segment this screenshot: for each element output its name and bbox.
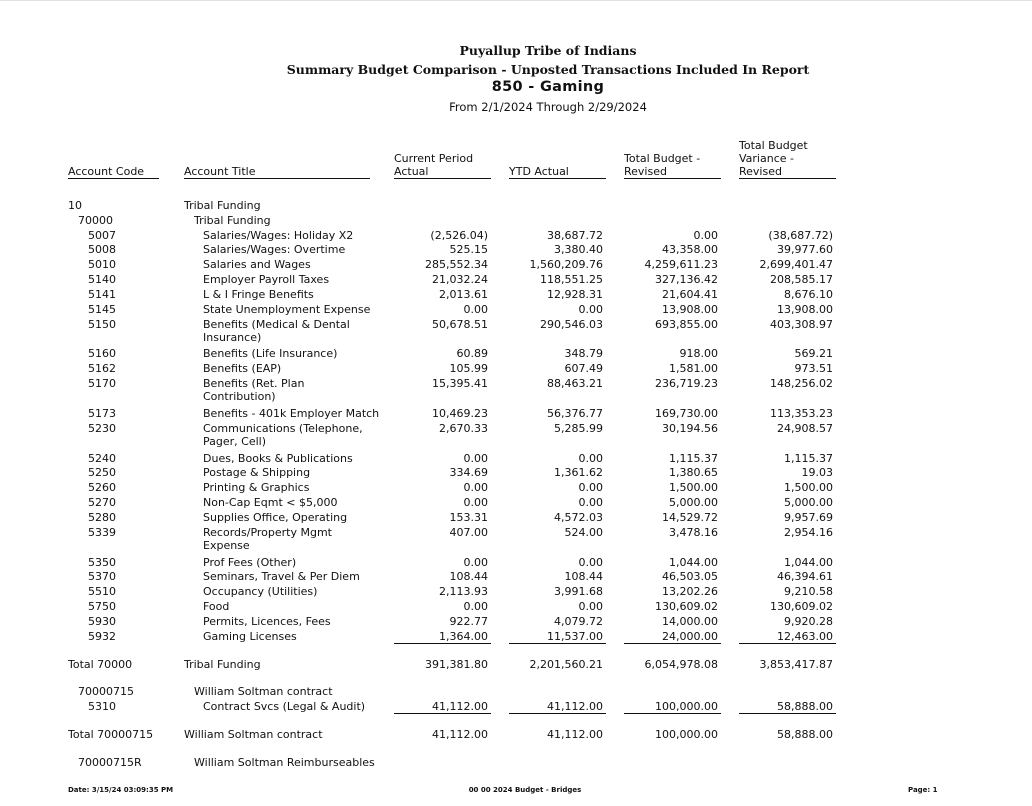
amount-budget: 327,136.42 [655,273,718,286]
footer-report-name: 00 00 2024 Budget - Bridges [468,786,582,794]
account-code: 5160 [88,347,116,360]
account-code: 5010 [88,258,116,271]
amount-ytd: 290,546.03 [540,318,603,331]
amount-current: 0.00 [463,481,488,494]
amount-budget: 4,259,611.23 [644,258,718,271]
amount-budget: 14,000.00 [662,615,718,628]
account-title: Dues, Books & Publications [203,452,353,465]
amount-current: 60.89 [456,347,488,360]
account-code: 5173 [88,407,116,420]
amount-current: 407.00 [449,526,488,539]
reimb-group-title: William Soltman Reimburseables [194,756,375,769]
contract-variance: 58,888.00 [777,700,833,713]
group-title: Tribal Funding [194,214,271,227]
footer-date: Date: 3/15/24 03:09:35 PM [68,786,174,794]
amount-current: 108.44 [449,570,488,583]
reimb-group-code: 70000715R [78,756,142,769]
account-code: 5260 [88,481,116,494]
amount-budget: 14,529.72 [662,511,718,524]
amount-budget: 43,358.00 [662,243,718,256]
amount-current: 10,469.23 [432,407,488,420]
amount-current: 21,032.24 [432,273,488,286]
amount-current: 922.77 [449,615,488,628]
amount-variance: 2,954.16 [784,526,833,539]
col-header-variance: Total Budget Variance - Revised [739,139,836,179]
amount-ytd: 0.00 [578,600,603,613]
amount-current: 285,552.34 [425,258,488,271]
account-title: Benefits - 401k Employer Match [203,407,380,420]
amount-variance: 19.03 [801,466,833,479]
subtotal-rule-ytd [509,643,606,644]
amount-current: 525.15 [449,243,488,256]
amount-current: 2,113.93 [439,585,488,598]
account-title: Non-Cap Eqmt < $5,000 [203,496,338,509]
amount-budget: 1,500.00 [669,481,718,494]
col-header-total-budget: Total Budget - Revised [624,152,721,179]
account-title: L & I Fringe Benefits [203,288,314,301]
account-title: Food [203,600,230,613]
account-title: Prof Fees (Other) [203,556,297,569]
account-title: Benefits (Life Insurance) [203,347,338,360]
org-name: Puyallup Tribe of Indians [459,43,637,58]
amount-variance: 9,210.58 [784,585,833,598]
contract-budget: 100,000.00 [655,700,718,713]
col-header-account-code: Account Code [68,165,159,179]
amount-ytd: 3,380.40 [554,243,603,256]
amount-current: 0.00 [463,496,488,509]
contract-total-title: William Soltman contract [184,728,323,741]
account-title: Salaries/Wages: Holiday X2 [203,229,354,242]
amount-variance: 8,676.10 [784,288,833,301]
account-title-cont: Expense [203,539,250,552]
amount-budget: 46,503.05 [662,570,718,583]
account-title: Occupancy (Utilities) [203,585,318,598]
amount-budget: 13,202.26 [662,585,718,598]
amount-budget: 5,000.00 [669,496,718,509]
account-title: Records/Property Mgmt [203,526,332,539]
amount-current: 2,670.33 [439,422,488,435]
account-code: 5007 [88,229,116,242]
account-title: Benefits (Ret. Plan [203,377,305,390]
amount-current: 0.00 [463,556,488,569]
amount-current: (2,526.04) [430,229,488,242]
amount-ytd: 3,991.68 [554,585,603,598]
amount-current: 0.00 [463,303,488,316]
account-code: 5930 [88,615,116,628]
amount-ytd: 1,560,209.76 [529,258,603,271]
account-title: State Unemployment Expense [203,303,371,316]
contract-group-code: 70000715 [78,685,134,698]
col-header-current-period: Current Period Actual [394,152,491,179]
account-title: Benefits (EAP) [203,362,282,375]
account-code: 5339 [88,526,116,539]
amount-budget: 24,000.00 [662,630,718,643]
amount-variance: 5,000.00 [784,496,833,509]
amount-variance: 1,115.37 [784,452,833,465]
amount-current: 2,013.61 [439,288,488,301]
amount-budget: 21,604.41 [662,288,718,301]
footer-page-number: Page: 1 [908,786,938,794]
account-code: 5510 [88,585,116,598]
amount-ytd: 0.00 [578,496,603,509]
account-code: 5370 [88,570,116,583]
amount-variance: 2,699,401.47 [759,258,833,271]
amount-variance: 973.51 [794,362,833,375]
fund-title: 850 - Gaming [491,79,605,95]
amount-ytd: 88,463.21 [547,377,603,390]
contract-total-current: 41,112.00 [432,728,488,741]
amount-budget: 30,194.56 [662,422,718,435]
amount-variance: (38,687.72) [768,229,833,242]
subtotal-rule-budget [624,643,721,644]
report-title: Summary Budget Comparison - Unposted Transactions Included In Report [286,62,810,77]
amount-variance: 46,394.61 [777,570,833,583]
account-code: 5162 [88,362,116,375]
amount-budget: 1,115.37 [669,452,718,465]
fund-code: 10 [68,199,82,212]
amount-ytd: 56,376.77 [547,407,603,420]
amount-current: 0.00 [463,452,488,465]
amount-ytd: 11,537.00 [547,630,603,643]
top-border [0,0,1032,1]
account-code: 5932 [88,630,116,643]
contract-total-budget: 100,000.00 [655,728,718,741]
account-title-cont: Contribution) [203,390,276,403]
amount-ytd: 0.00 [578,303,603,316]
account-title: Communications (Telephone, [203,422,363,435]
group-code: 70000 [78,214,113,227]
account-title: Supplies Office, Operating [203,511,348,524]
amount-budget: 918.00 [679,347,718,360]
amount-budget: 1,581.00 [669,362,718,375]
contract-account-code: 5310 [88,700,116,713]
account-code: 5230 [88,422,116,435]
amount-variance: 1,044.00 [784,556,833,569]
account-code: 5250 [88,466,116,479]
contract-rule-budget [624,713,721,714]
amount-budget: 169,730.00 [655,407,718,420]
amount-variance: 24,908.57 [777,422,833,435]
amount-budget: 693,855.00 [655,318,718,331]
contract-rule-current [394,713,491,714]
amount-ytd: 1,361.62 [554,466,603,479]
amount-ytd: 4,079.72 [554,615,603,628]
account-code: 5280 [88,511,116,524]
amount-ytd: 4,572.03 [554,511,603,524]
contract-total-label: Total 70000715 [68,728,154,741]
account-title: Seminars, Travel & Per Diem [203,570,360,583]
amount-budget: 1,044.00 [669,556,718,569]
amount-current: 0.00 [463,600,488,613]
total-title: Tribal Funding [184,658,261,671]
account-title: Permits, Licences, Fees [203,615,331,628]
account-code: 5750 [88,600,116,613]
amount-variance: 148,256.02 [770,377,833,390]
amount-variance: 13,908.00 [777,303,833,316]
amount-variance: 569.21 [794,347,833,360]
account-title: Salaries/Wages: Overtime [203,243,346,256]
amount-budget: 130,609.02 [655,600,718,613]
amount-ytd: 0.00 [578,556,603,569]
amount-current: 334.69 [449,466,488,479]
amount-ytd: 0.00 [578,481,603,494]
account-code: 5145 [88,303,116,316]
amount-ytd: 108.44 [564,570,603,583]
amount-variance: 39,977.60 [777,243,833,256]
account-title: Printing & Graphics [203,481,310,494]
total-variance: 3,853,417.87 [759,658,833,671]
amount-ytd: 607.49 [564,362,603,375]
account-title: Salaries and Wages [203,258,311,271]
col-header-account-title: Account Title [184,165,370,179]
amount-budget: 1,380.65 [669,466,718,479]
amount-ytd: 38,687.72 [547,229,603,242]
subtotal-rule-variance [739,643,836,644]
account-title: Gaming Licenses [203,630,297,643]
contract-rule-ytd [509,713,606,714]
amount-variance: 9,957.69 [784,511,833,524]
amount-budget: 0.00 [693,229,718,242]
amount-budget: 236,719.23 [655,377,718,390]
total-label: Total 70000 [68,658,133,671]
amount-ytd: 348.79 [564,347,603,360]
amount-ytd: 524.00 [564,526,603,539]
account-code: 5240 [88,452,116,465]
account-title: Postage & Shipping [203,466,311,479]
contract-rule-variance [739,713,836,714]
account-code: 5350 [88,556,116,569]
contract-current: 41,112.00 [432,700,488,713]
col-header-ytd-actual: YTD Actual [509,165,606,179]
amount-current: 153.31 [449,511,488,524]
account-code: 5270 [88,496,116,509]
amount-budget: 13,908.00 [662,303,718,316]
subtotal-rule-current [394,643,491,644]
amount-variance: 1,500.00 [784,481,833,494]
contract-group-title: William Soltman contract [194,685,333,698]
contract-total-ytd: 41,112.00 [547,728,603,741]
amount-variance: 12,463.00 [777,630,833,643]
account-title-cont: Pager, Cell) [203,435,266,448]
amount-current: 1,364.00 [439,630,488,643]
contract-ytd: 41,112.00 [547,700,603,713]
total-ytd: 2,201,560.21 [529,658,603,671]
account-code: 5008 [88,243,116,256]
amount-ytd: 5,285.99 [554,422,603,435]
amount-current: 105.99 [449,362,488,375]
total-budget: 6,054,978.08 [644,658,718,671]
amount-variance: 113,353.23 [770,407,833,420]
amount-current: 15,395.41 [432,377,488,390]
account-code: 5170 [88,377,116,390]
amount-variance: 403,308.97 [770,318,833,331]
fund-section-title: Tribal Funding [184,199,261,212]
account-title: Employer Payroll Taxes [203,273,330,286]
account-code: 5140 [88,273,116,286]
contract-account-title: Contract Svcs (Legal & Audit) [203,700,366,713]
amount-current: 50,678.51 [432,318,488,331]
total-current: 391,381.80 [425,658,488,671]
amount-ytd: 12,928.31 [547,288,603,301]
account-title: Benefits (Medical & Dental [203,318,350,331]
report-period: From 2/1/2024 Through 2/29/2024 [449,100,647,114]
amount-variance: 208,585.17 [770,273,833,286]
account-title-cont: Insurance) [203,331,262,344]
amount-variance: 130,609.02 [770,600,833,613]
amount-variance: 9,920.28 [784,615,833,628]
account-code: 5150 [88,318,116,331]
amount-ytd: 0.00 [578,452,603,465]
account-code: 5141 [88,288,116,301]
amount-budget: 3,478.16 [669,526,718,539]
contract-total-variance: 58,888.00 [777,728,833,741]
amount-ytd: 118,551.25 [540,273,603,286]
